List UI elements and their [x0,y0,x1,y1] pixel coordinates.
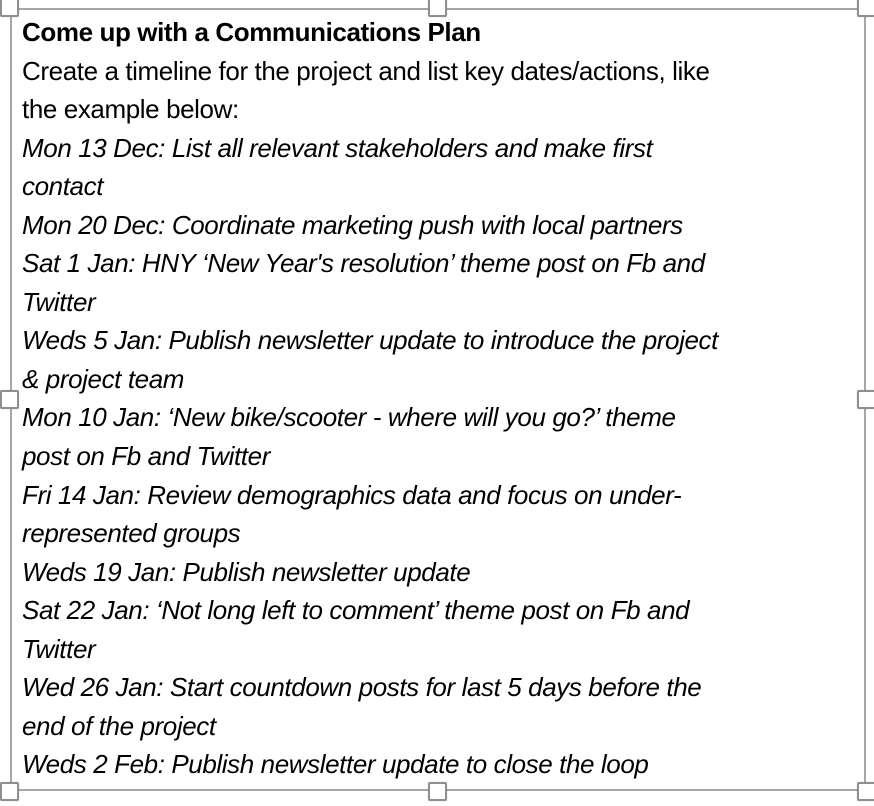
text-line: post on Fb and Twitter [22,441,270,472]
text-line: end of the project [22,710,216,741]
text-line: Sat 22 Jan: ‘Not long left to comment’ theme post on Fb and [22,595,690,626]
text-line: Create a timeline for the project and list key dates/actions, like [22,55,710,86]
text-line: Sat 1 Jan: HNY ‘New Year's resolution’ theme post on Fb and [22,248,705,279]
text-line: & project team [22,363,185,394]
text-line: represented groups [22,518,241,549]
text-box-content [12,10,864,789]
text-line: Weds 5 Jan: Publish newsletter update to introduce the project [22,325,718,356]
text-line: Twitter [22,286,96,317]
text-line: the example below: [22,94,239,125]
text-line: Mon 10 Jan: ‘New bike/scooter - where will you go?’ theme [22,402,676,433]
resize-handle-bottom-left[interactable] [0,782,19,801]
text-line: Mon 20 Dec: Coordinate marketing push with local partners [22,209,683,240]
text-line: Mon 13 Dec: List all relevant stakeholders and make first [22,132,653,163]
text-line: Fri 14 Jan: Review demographics data and focus on under- [22,479,682,510]
textbox-title-line: Come up with a Communications Plan [22,17,481,47]
resize-handle-middle-left[interactable] [0,390,19,409]
resize-handle-top-left[interactable] [0,0,19,17]
text-line: contact [22,171,104,202]
text-line: Weds 19 Jan: Publish newsletter update [22,556,471,587]
resize-handle-bottom-middle[interactable] [428,782,447,801]
resize-handle-top-middle[interactable] [428,0,447,17]
text-box[interactable] [10,8,866,791]
resize-handle-middle-right[interactable] [857,390,874,409]
text-line: Twitter [22,633,96,664]
resize-handle-top-right[interactable] [857,0,874,17]
text-line: Weds 2 Feb: Publish newsletter update to close the loop [22,749,649,780]
resize-handle-bottom-right[interactable] [857,782,874,801]
text-line: Wed 26 Jan: Start countdown posts for last 5 days before the [22,672,702,703]
